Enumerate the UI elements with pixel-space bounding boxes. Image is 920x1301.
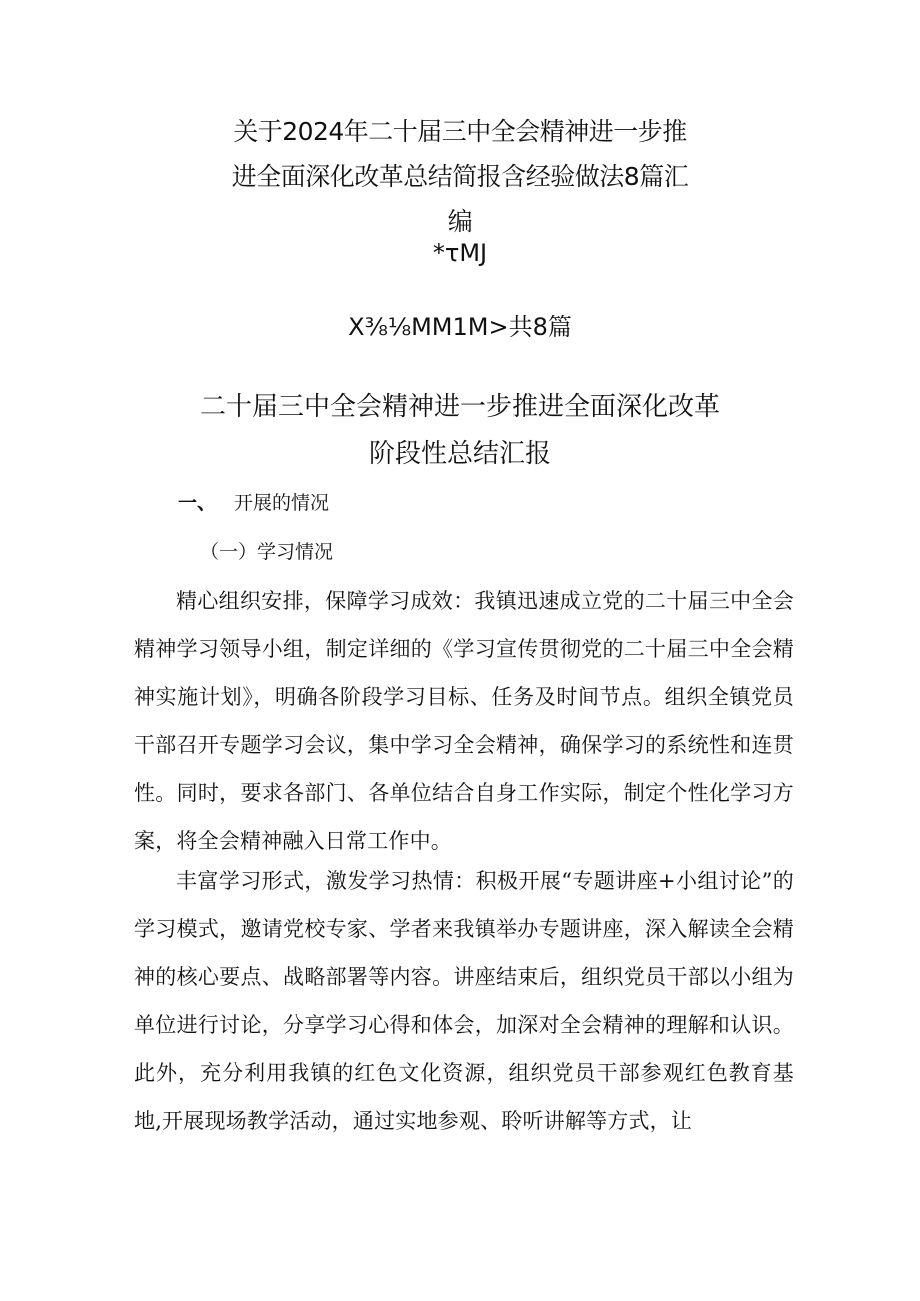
subsection-heading: （一）学习情况 [200, 541, 334, 563]
report-heading-line-1: 二十届三中全会精神进一步推进全面深化改革 [199, 392, 720, 422]
document-title-line-3: 编 [447, 207, 473, 236]
section-number: 一、 [178, 492, 217, 514]
document-subtitle-line-1: *τMJ [432, 239, 488, 267]
body-paragraph-1: 精心组织安排，保障学习成效：我镇迅速成立党的二十届三中全会精神学习领导小组，制定详细的《学习宣传贯彻党的二十届三中全会精神实施计划》，明确各阶段学习目标、任务及时间节点。组织全镇党员干部召开专题学习会议，集中学习全会精神，确保学习的系统性和连贯性。同时，要求各部门、各单位结合自身工作实际，制定个性化学习方案，将全会精神融入日常工作中。 [134, 589, 794, 853]
document-title-line-2: 进全面深化改革总结简报含经验做法8篇汇 [231, 162, 689, 191]
document-subtitle-line-2: X⅜⅛MM1M>共8篇 [348, 313, 572, 341]
report-heading-line-2: 阶段性总结汇报 [368, 439, 551, 469]
document-title-line-1: 关于2024年二十届三中全会精神进一步推 [233, 117, 687, 146]
section-label: 开展的情况 [234, 492, 330, 514]
body-paragraph-2: 丰富学习形式，激发学习热情：积极开展“专题讲座+小组讨论”的学习模式，邀请党校专家、学者来我镇举办专题讲座，深入解读全会精神的核心要点、战略部署等内容。讲座结束后，组织党员干部以小组为单位进行讨论，分享学习心得和体会，加深对全会精神的理解和认识。此外，充分利用我镇的红色文化资源，组织党员干部参观红色教育基地,开展现场教学活动，通过实地参观、聆听讲解等方式，让 [134, 869, 794, 1133]
section-heading [178, 490, 329, 516]
